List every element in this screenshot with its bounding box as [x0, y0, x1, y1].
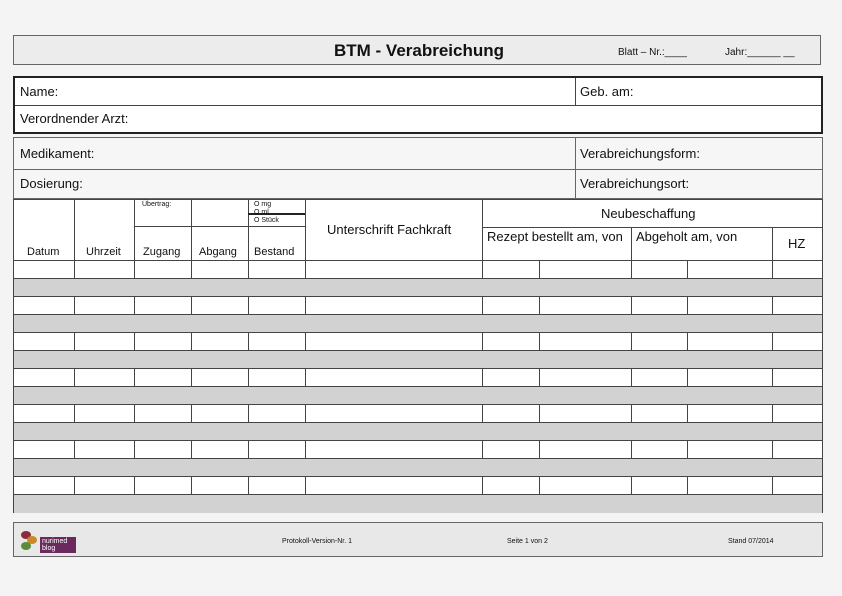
col-header-rezept: Rezept bestellt am, von — [487, 229, 623, 244]
table-row[interactable] — [14, 350, 822, 369]
col-header-datum: Datum — [27, 246, 60, 258]
col-header-abgang: Abgang — [199, 246, 237, 258]
form-title: BTM - Verabreichung — [334, 41, 505, 60]
patient-row-arzt — [15, 105, 821, 132]
page-indicator: Seite 1 von 2 — [507, 538, 548, 545]
unit-ml-option: O ml — [254, 209, 269, 216]
table-row[interactable] — [14, 440, 822, 459]
logo-line-2: blog — [42, 545, 56, 552]
table-row[interactable] — [14, 386, 822, 405]
unit-stueck-option: O Stück — [254, 217, 279, 224]
geb-am-field: Geb. am: — [580, 84, 634, 99]
uebertrag-label: Übertrag: — [142, 201, 172, 208]
protokoll-version: Protokoll-Version-Nr. 1 — [282, 538, 353, 545]
leaf-icon — [18, 528, 40, 554]
dosierung-field: Dosierung: — [20, 176, 83, 191]
patient-row-name — [15, 78, 821, 106]
administration-table — [13, 199, 823, 513]
divider — [575, 138, 576, 198]
table-row[interactable] — [14, 368, 822, 387]
col-header-hz: HZ — [788, 236, 806, 251]
unit-mg-option: O mg — [254, 201, 272, 208]
table-row[interactable] — [14, 314, 822, 333]
col-header-unterschrift: Unterschrift Fachkraft — [327, 222, 452, 237]
col-header-abgeholt: Abgeholt am, von — [636, 229, 738, 244]
form-header — [13, 35, 821, 65]
logo-line-1: nurimed — [42, 538, 68, 545]
table-row[interactable] — [14, 332, 822, 351]
table-row[interactable] — [14, 422, 822, 441]
patient-block — [13, 76, 823, 134]
divider — [134, 226, 248, 227]
divider — [482, 227, 822, 228]
nurimed-logo — [18, 528, 76, 554]
col-header-uhrzeit: Uhrzeit — [86, 246, 121, 258]
table-row[interactable] — [14, 458, 822, 477]
group-header-neubeschaffung: Neubeschaffung — [601, 206, 696, 221]
name-field: Name: — [20, 84, 59, 99]
logo-text — [42, 538, 67, 552]
verabreichungsort-field: Verabreichungsort: — [580, 176, 690, 191]
col-header-zugang: Zugang — [143, 246, 181, 258]
table-row[interactable] — [14, 494, 822, 513]
col-header-bestand: Bestand — [254, 246, 295, 258]
form-footer — [13, 522, 823, 557]
table-row[interactable] — [14, 476, 822, 495]
divider — [248, 226, 305, 227]
medication-block — [13, 137, 823, 199]
verabreichungsform-field: Verabreichungsform: — [580, 146, 700, 161]
medikament-field: Medikament: — [20, 146, 95, 161]
stand-date: Stand 07/2014 — [728, 538, 774, 545]
blatt-nr-field: Blatt – Nr.:____ — [618, 47, 687, 58]
jahr-field: Jahr:______ __ — [725, 47, 795, 58]
divider — [575, 78, 576, 105]
table-row[interactable] — [14, 260, 822, 279]
table-row[interactable] — [14, 404, 822, 423]
arzt-field: Verordnender Arzt: — [20, 111, 129, 126]
table-row[interactable] — [14, 278, 822, 297]
table-row[interactable] — [14, 296, 822, 315]
divider — [14, 169, 822, 170]
